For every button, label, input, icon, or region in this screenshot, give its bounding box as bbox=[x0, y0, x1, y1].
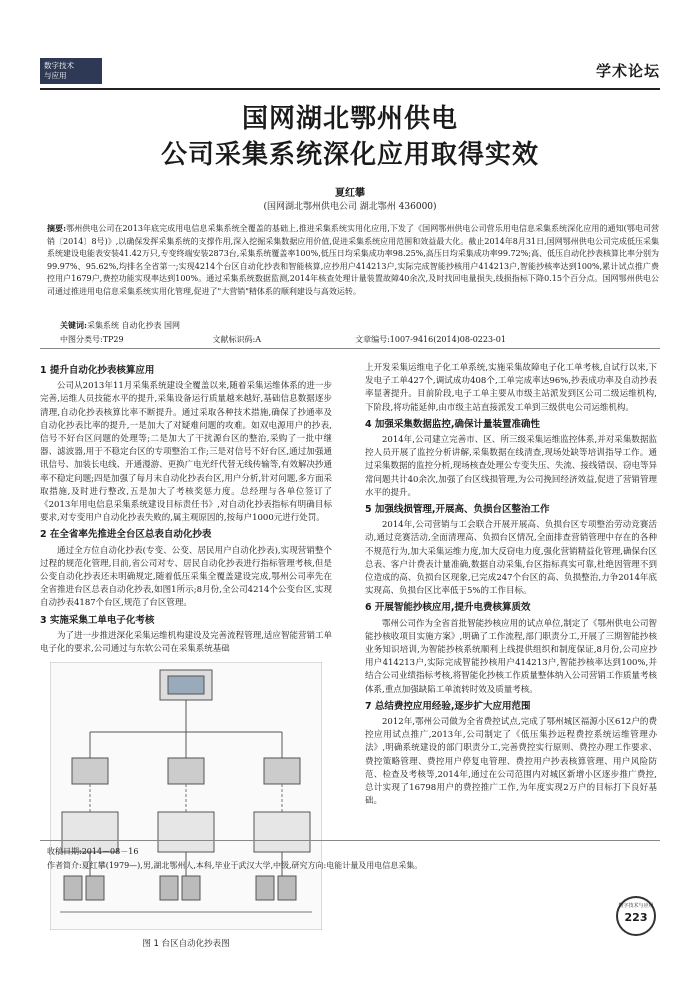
section-3-body: 为了进一步推进深化采集运维机构建设及完善流程管理,适应智能营销工单电子化的要求,公司通过与东软公司在采集系统基础 bbox=[40, 630, 332, 655]
received-date: 收稿日期:2014－08－16 bbox=[47, 847, 139, 856]
page-header bbox=[40, 58, 660, 88]
page-number-stamp bbox=[616, 896, 656, 936]
logo-line-2: 与应用 bbox=[44, 71, 67, 80]
article-title-line-2: 公司采集系统深化应用取得实效 bbox=[160, 140, 539, 170]
author-affiliation: (国网湖北鄂州供电公司 湖北鄂州 436000) bbox=[263, 202, 437, 212]
section-3-continued: 上开发采集运维电子化工单系统,实施采集故障电子化工单考核,自试行以来,下发电子工单427个,调试成功408个,工单完成率达96%,抄表成功率及自动抄表率显著提升。目前阶段,电子工单主要从市级主站派发到区公司二级运维机构,下阶段,将功能延伸,由市级主站直接派发工单到三级供电公司运维机构。 bbox=[365, 363, 657, 413]
keywords-text: 采集系统 自动化抄表 国网 bbox=[86, 321, 181, 330]
keywords bbox=[60, 320, 180, 331]
section-4-heading: 4 加强采集数据监控,确保计量装置准确性 bbox=[365, 418, 541, 430]
section-1-heading: 1 提升自动化抄表核算应用 bbox=[40, 365, 155, 376]
logo-line-1: 数字技术 bbox=[44, 61, 74, 70]
abstract bbox=[47, 222, 659, 299]
section-4-body: 2014年,公司建立完善市、区、所三级采集运维监控体系,并对采集数据监控人员开展了监控分析讲解,采集数据在线清查,现场处缺等培训指导工作。通过采集数据的监控分析,现场核查处理公专变失压、失流、接线错误、窃电等异常问题共计40余次,加强了台区线损管理,为公司挽回经济效益,促进了营销管理水平的提升。 bbox=[365, 435, 657, 498]
section-7-body: 2012年,鄂州公司做为全省费控试点,完成了鄂州城区福源小区612户的费控应用试点推广,2013年,公司制定了《低压集抄远程费控系统运维管理办法》,明确系统建设的部门职责分工,完善费控实行原则、费控办理工作要求、费控策略管理、费控用户停复电管理、费控用户抄表核算管理、用户风险防范、检查及考核等,2014年,通过在公司范围内对城区新增小区逐步推广费控,总计实现了16798用户的费控推广工作,为年度实现2万户的目标打下良好基础。 bbox=[365, 717, 657, 807]
abstract-label: 摘要: bbox=[47, 223, 67, 233]
section-7-heading: 7 总结费控应用经验,逐步扩大应用范围 bbox=[365, 700, 531, 712]
section-6-body: 鄂州公司作为全省首批智能抄核应用的试点单位,制定了《鄂州供电公司智能抄核收项目实施方案》,明确了工作流程,部门职责分工,开展了三期智能抄核业务知识培训,为智能抄核系统顺利上线提供组织和制度保证,8月份,公司应抄用户414213户,实际完成智能抄核用户414213户,智能抄核率达到100%,并结合公司业绩指标考核,将智能化抄核工作质量整体纳入公司营销工作质量考核体系,重点加强缺陷工单流转时效及质量考核。 bbox=[365, 618, 657, 695]
article-title-line-1: 国网湖北鄂州供电 bbox=[241, 104, 458, 134]
keywords-label: 关键词: bbox=[60, 320, 87, 330]
right-column bbox=[365, 362, 657, 812]
section-label: 学术论坛 bbox=[595, 62, 660, 80]
stamp-text: 数字技术与应用 bbox=[618, 903, 654, 909]
header-divider bbox=[40, 88, 660, 90]
figure-1 bbox=[40, 662, 332, 950]
abstract-text: 鄂州供电公司在2013年底完成用电信息采集系统全覆盖的基础上,推进采集系统实用化应用,下发了《国网鄂州供电公司营乐用电信息采集系统深化应用的通知(鄂电司营销〔2014〕8号)》,以确保发挥采集系统的支撑作用,深入挖掘采集数据应用价值,促进采集系统应用范围和效益最大化。截止2014年8月31日,国网鄂州供电公司完成低压采集系统建设电能表安装41.42万只,专变终端安装2873台,采集系统覆盖率100%,低压日均采集成功率98.25%,高压日均采集成功率99.72%;高、低压自动化抄表核算比率分别为99.97%、95.62%,均排名全省第一;实现4214个台区自动化抄表和智能核算,应抄用户414213户,实际完成智能抄核用户414213户,智能抄核率达到100%,累计试点推广费控用户1679户,费控功能实现率达到100%。通过采集系统数据监测,2014年核查处理计量装置故障40余次,及时找回电量损失,线损指标下降0.15个百分点。国网鄂州供电公司通过推进用电信息采集系统实用化管理,促进了"大营销"精体系的顺利建设与高效运转。 bbox=[47, 224, 660, 296]
section-6-heading: 6 开展智能抄核应用,提升电费核算质效 bbox=[365, 602, 531, 614]
clc-number: 中图分类号:TP29 bbox=[60, 335, 124, 344]
figure-1-caption: 图 1 台区自动化抄表图 bbox=[142, 939, 230, 950]
section-5-heading: 5 加强线损管理,开展高、负损台区整治工作 bbox=[365, 504, 550, 516]
document-code: 文献标识码:A bbox=[212, 335, 262, 344]
article-number: 文章编号:1007-9416(2014)08-0223-01 bbox=[355, 335, 506, 344]
page-number: 223 bbox=[624, 911, 648, 924]
section-2-body: 通过全方位自动化抄表(专变、公变、居民用户自动化抄表),实现营销整个过程的规范化管理,目前,省公司对专、居民自动化抄表进行指标管理考核,但是公变自动化抄表还未明确规定,随着低压采集全覆盖建设完成,鄂州公司率先在全省推进台区总表自动化抄表,如图1所示;8月份,全公司4214个公变台区,实现自动抄表4187个台区,规范了台区管理。 bbox=[40, 545, 332, 609]
journal-logo bbox=[40, 58, 102, 84]
author-name: 夏红攀 bbox=[335, 188, 365, 199]
section-1-body: 公司从2013年11月采集系统建设全覆盖以来,随着采集运维体系的进一步完善,运维人员技能水平的提升,采集设备运行质量越来越好,基础信息数据逐步清理,自动化抄表核算比率不断提升。通过采取各种技术措施,确保了抄通率及自动化抄表比率的提升,一是加大了对疑难问题的攻难。如双电源用户的抄表,信号不好台区问题的处理等;二是加大了干扰源台区的整治,采购了一批中继器、滤波器,用于不稳定台区的专项整治工作;三是对信号不好台区,通过加强通讯信号、加装长电线、开通漫游、更换广电光纤代替无线传输等,有效解决抄通率不稳定问题;四是加强了每月末自动化抄表台区,用户分析,针对问题,多方面采取措施,及时进行整改,五是加大了考核奖惩力度。总经理与各单位签订了《2013年用电信息采集系统建设目标责任书》,对自动化抄表指标有明确目标要求,对专变用户自动化抄表失败的,属主观原因的,按每户1000元进行处罚。 bbox=[40, 381, 332, 524]
network-diagram bbox=[50, 662, 322, 930]
footer-divider bbox=[40, 840, 660, 841]
section-3-heading: 3 实施采集工单电子化考核 bbox=[40, 614, 155, 626]
section-5-body: 2014年,公司营销与工会联合开展开展高、负损台区专项整治劳动竞赛活动,通过竞赛活动,全面清理高、负损台区情况,全面排查营销管理中存在的各种不规范行为,加大采集运维力度,加大反窃电力度,强化营销精益化管理,确保台区总表、客户计费表计量准确,数据自动采集,台区指标真实可靠,杜绝因管理不到位造成的高、负损台区现象,已完成247个台区的高、负损整治,力争2014年底实现高、负损台区比率低于5%的工作目标。 bbox=[365, 520, 657, 597]
section-2-heading: 2 在全省率先推进全台区总表自动化抄表 bbox=[40, 529, 212, 541]
abstract-divider bbox=[40, 348, 660, 349]
classification-line bbox=[60, 334, 620, 345]
author-bio: 作者简介:夏红攀(1979—),男,湖北鄂州人,本科,毕业于武汉大学,中级,研究方向:电能计量及用电信息采集。 bbox=[47, 861, 423, 870]
